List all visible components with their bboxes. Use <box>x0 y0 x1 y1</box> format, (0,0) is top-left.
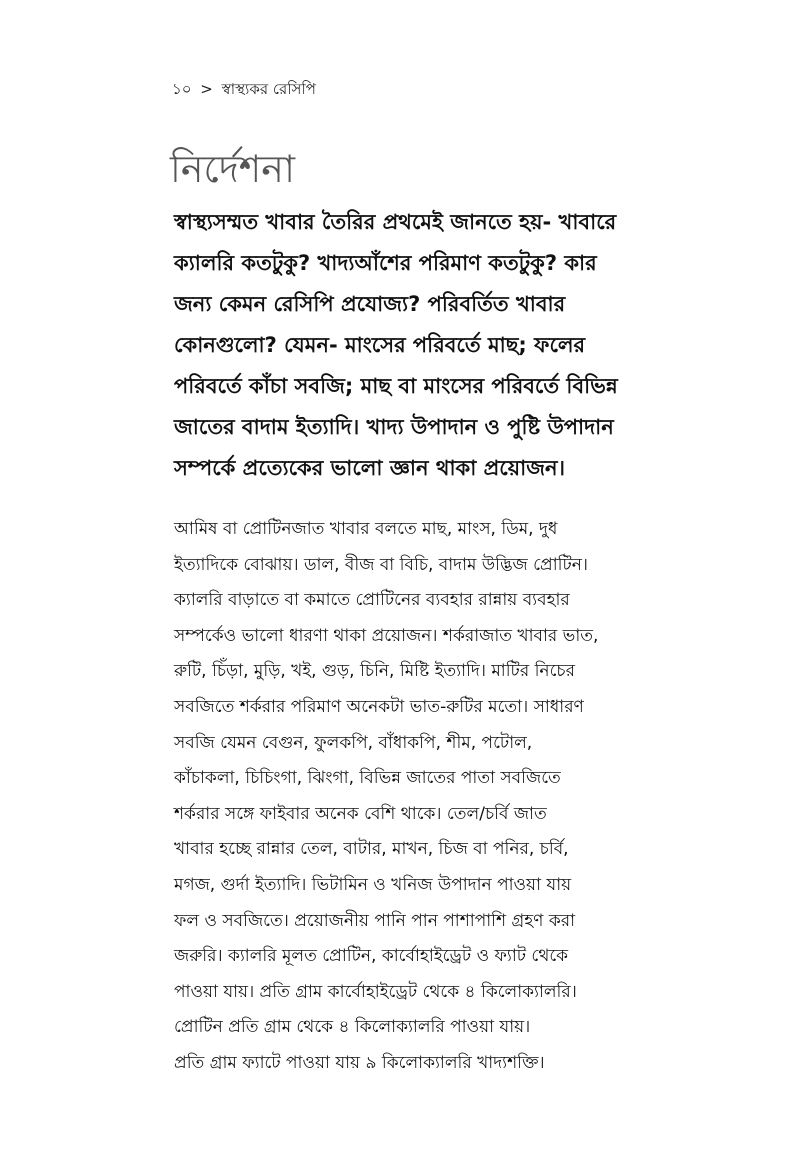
lead-line: পরিবর্তে কাঁচা সবজি; মাছ বা মাংসের পরিবর্তে বিভিন্ন <box>174 374 618 398</box>
body-paragraph <box>174 512 644 1082</box>
lead-paragraph <box>174 202 644 489</box>
page-number: ১০ <box>172 80 192 98</box>
body-line: রুটি, চিঁড়া, মুড়ি, খই, গুড়, চিনি, মিষ্টি ইত্যাদি। মাটির নিচের <box>174 661 575 682</box>
body-line: সবজি যেমন বেগুন, ফুলকপি, বাঁধাকপি, শীম, পটোল, <box>174 732 533 753</box>
lead-line: জাতের বাদাম ইত্যাদি। খাদ্য উপাদান ও পুষ্টি উপাদান <box>174 415 614 439</box>
body-line: মগজ, গুর্দা ইত্যাদি। ভিটামিন ও খনিজ উপাদান পাওয়া যায় <box>174 874 572 895</box>
body-line: ইত্যাদিকে বোঝায়। ডাল, বীজ বা বিচি, বাদাম উদ্ভিজ প্রোটিন। <box>174 554 588 575</box>
body-line: ফল ও সবজিতে। প্রয়োজনীয় পানি পান পাশাপাশি গ্রহণ করা <box>174 910 576 931</box>
header-separator: > <box>200 80 213 98</box>
body-line: পাওয়া যায়। প্রতি গ্রাম কার্বোহাইড্রেট থেকে ৪ কিলোক্যালরি। <box>174 981 577 1002</box>
body-line: জরুরি। ক্যালরি মূলত প্রোটিন, কার্বোহাইড্রেট ও ফ্যাট থেকে <box>174 946 569 967</box>
running-header <box>172 78 316 103</box>
book-title: স্বাস্থ্যকর রেসিপি <box>221 80 316 98</box>
body-line: শর্করার সঙ্গে ফাইবার অনেক বেশি থাকে। তেল/চর্বি জাত <box>174 803 547 824</box>
body-line: প্রতি গ্রাম ফ্যাটে পাওয়া যায় ৯ কিলোক্যালরি খাদ্যশক্তি। <box>174 1052 545 1073</box>
lead-line: ক্যালরি কতটুকু? খাদ্যআঁশের পরিমাণ কতটুকু? কার <box>174 251 597 275</box>
section-title: নির্দেশনা <box>170 147 295 191</box>
body-line: সম্পর্কেও ভালো ধারণা থাকা প্রয়োজন। শর্করাজাত খাবার ভাত, <box>174 625 599 646</box>
body-line: ক্যালরি বাড়াতে বা কমাতে প্রোটিনের ব্যবহার রান্নায় ব্যবহার <box>174 590 570 611</box>
body-line: সবজিতে শর্করার পরিমাণ অনেকটা ভাত-রুটির মতো। সাধারণ <box>174 696 584 717</box>
lead-line: কোনগুলো? যেমন- মাংসের পরিবর্তে মাছ; ফলের <box>174 333 586 357</box>
lead-line: জন্য কেমন রেসিপি প্রযোজ্য? পরিবর্তিত খাবার <box>174 292 566 316</box>
body-line: খাবার হচ্ছে রান্নার তেল, বাটার, মাখন, চিজ বা পনির, চর্বি, <box>174 839 569 860</box>
body-line: কাঁচাকলা, চিচিংগা, ঝিংগা, বিভিন্ন জাতের পাতা সবজিতে <box>174 768 561 789</box>
lead-line: সম্পর্কে প্রত্যেকের ভালো জ্ঞান থাকা প্রয়োজন। <box>174 456 566 480</box>
body-line: প্রোটিন প্রতি গ্রাম থেকে ৪ কিলোক্যালরি পাওয়া যায়। <box>174 1017 531 1038</box>
body-line: আমিষ বা প্রোটিনজাত খাবার বলতে মাছ, মাংস, ডিম, দুধ <box>174 519 558 539</box>
lead-line: স্বাস্থ্যসম্মত খাবার তৈরির প্রথমেই জানতে হয়- খাবারে <box>174 210 617 234</box>
